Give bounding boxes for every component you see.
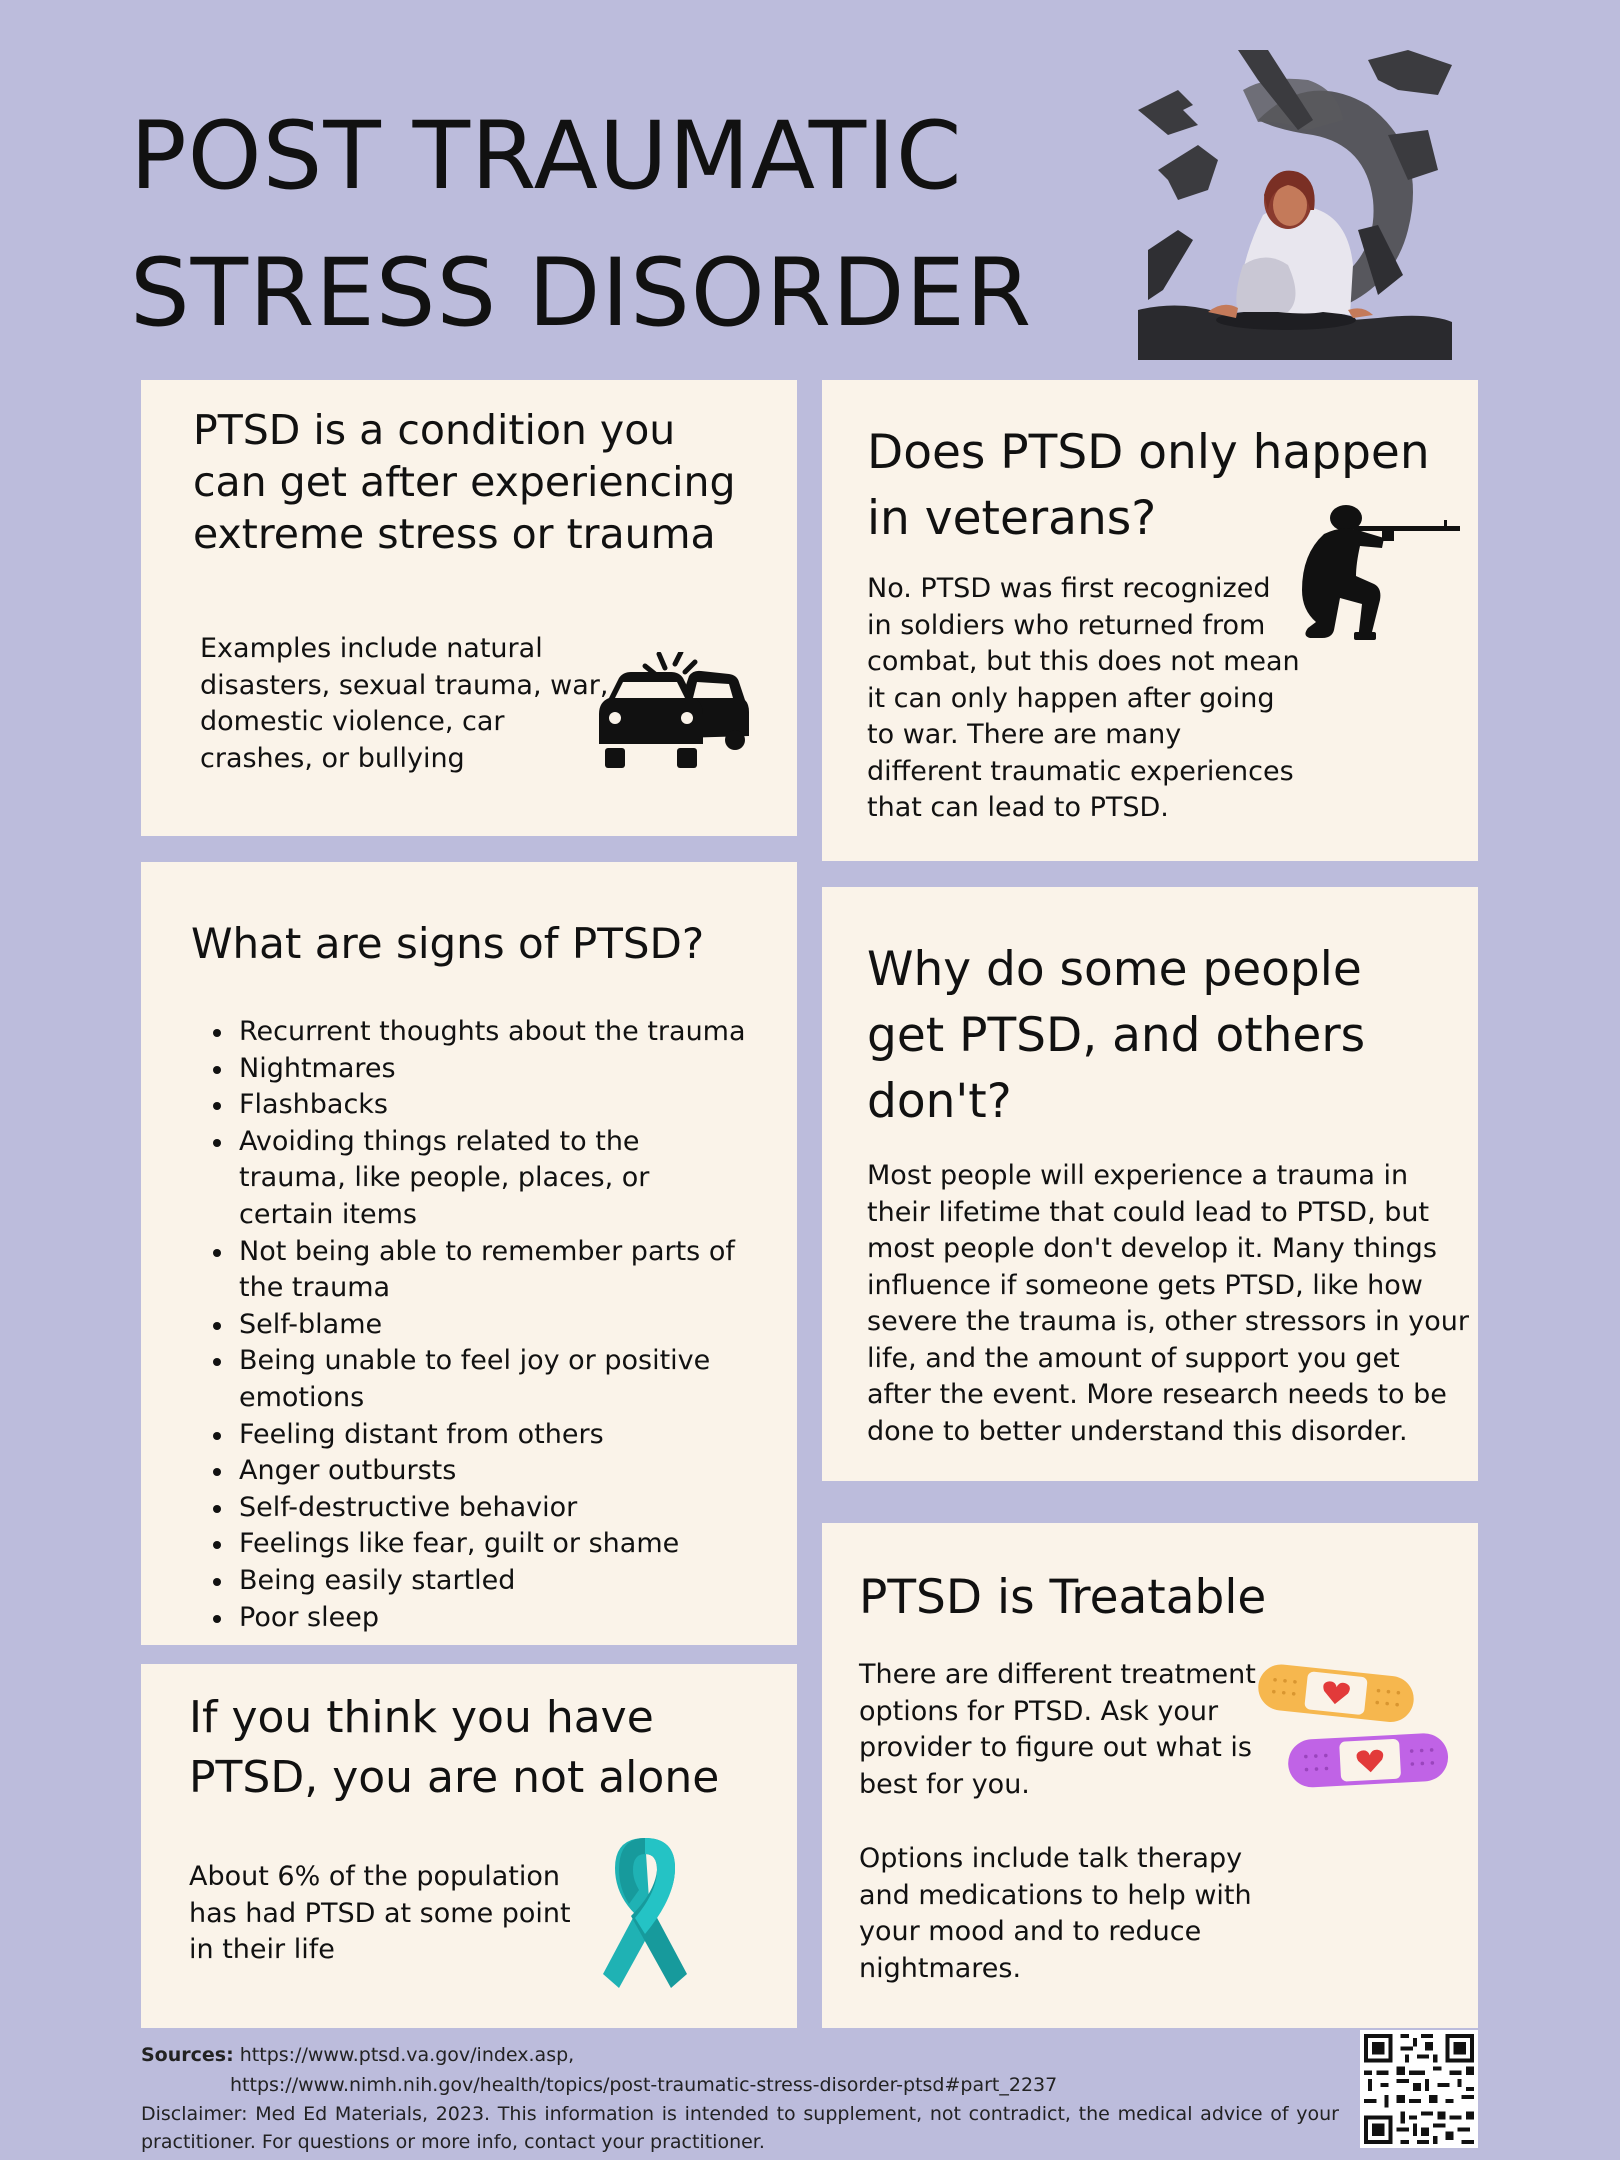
card-treatable-heading: PTSD is Treatable	[859, 1570, 1267, 1625]
card-treatable	[822, 1523, 1478, 2028]
list-item: Avoiding things related to the trauma, like people, places, or certain items	[191, 1124, 751, 1234]
car-crash-icon	[597, 652, 749, 768]
card-treatable-body-1: There are different treatment options for PTSD. Ask your provider to figure out what is best for you.	[859, 1659, 1256, 1800]
card-treatable-body-2: Options include talk therapy and medications to help with your mood and to reduce nightmares.	[859, 1843, 1252, 1984]
awareness-ribbon-icon	[595, 1834, 695, 1994]
card-why-body: Most people will experience a trauma in their lifetime that could lead to PTSD, but most people don't develop it. Many things influence if someone gets PTSD, like how severe the trauma is, other stressors in your life, and the amount of support you get after the event. More research needs to be done to better understand this disorder.	[867, 1160, 1469, 1447]
card-condition	[141, 380, 797, 836]
list-item: Nightmares	[191, 1051, 751, 1088]
signs-list	[191, 1014, 751, 1636]
list-item: Not being able to remember parts of the trauma	[191, 1234, 751, 1307]
source-link-2[interactable]: https://www.nimh.nih.gov/health/topics/post-traumatic-stress-disorder-ptsd#part_2237	[230, 2074, 1058, 2096]
card-alone	[141, 1664, 797, 2028]
list-item: Flashbacks	[191, 1087, 751, 1124]
list-item: Self-destructive behavior	[191, 1490, 751, 1527]
sources-label: Sources:	[141, 2044, 234, 2066]
page-title	[130, 88, 1032, 362]
card-veterans-heading: Does PTSD only happen in veterans?	[867, 425, 1430, 546]
card-why-heading: Why do some people get PTSD, and others don't?	[867, 942, 1366, 1129]
list-item: Feelings like fear, guilt or shame	[191, 1526, 751, 1563]
list-item: Being unable to feel joy or positive emotions	[191, 1343, 751, 1416]
qr-code-icon[interactable]	[1360, 2030, 1478, 2148]
disclaimer: Disclaimer: Med Ed Materials, 2023. This information is intended to supplement, not contradict, the medical advice of your practitioner. For questions or more info, contact your practitioner.	[141, 2103, 1339, 2153]
qr-pattern	[1360, 2030, 1478, 2148]
list-item: Anger outbursts	[191, 1453, 751, 1490]
card-condition-heading: PTSD is a condition you can get after experiencing extreme stress or trauma	[193, 406, 736, 558]
soldier-silhouette-icon	[1294, 504, 1460, 644]
card-veterans-body: No. PTSD was first recognized in soldiers who returned from combat, but this does not mean it can only happen after going to war. There are many different traumatic experiences that can lead to PTSD.	[867, 573, 1300, 823]
card-why	[822, 887, 1478, 1481]
heart-bandage-icon	[1254, 1658, 1454, 1798]
list-item: Feeling distant from others	[191, 1417, 751, 1454]
list-item: Recurrent thoughts about the trauma	[191, 1014, 751, 1051]
card-signs	[141, 862, 797, 1645]
title-line-2: STRESS DISORDER	[130, 239, 1033, 348]
card-alone-body: About 6% of the population has had PTSD at some point in their life	[189, 1861, 571, 1965]
title-line-1: POST TRAUMATIC	[130, 102, 963, 211]
person-with-shadow-hands-icon	[1138, 50, 1452, 360]
card-condition-body: Examples include natural disasters, sexual trauma, war, domestic violence, car crashes, or bullying	[200, 633, 609, 774]
source-link-1[interactable]: https://www.ptsd.va.gov/index.asp,	[239, 2044, 575, 2066]
list-item: Self-blame	[191, 1307, 751, 1344]
list-item: Being easily startled	[191, 1563, 751, 1600]
card-veterans	[822, 380, 1478, 861]
card-alone-heading: If you think you have PTSD, you are not alone	[189, 1692, 720, 1803]
card-signs-heading: What are signs of PTSD?	[191, 919, 705, 968]
list-item: Poor sleep	[191, 1600, 751, 1637]
sources	[141, 2040, 1057, 2100]
